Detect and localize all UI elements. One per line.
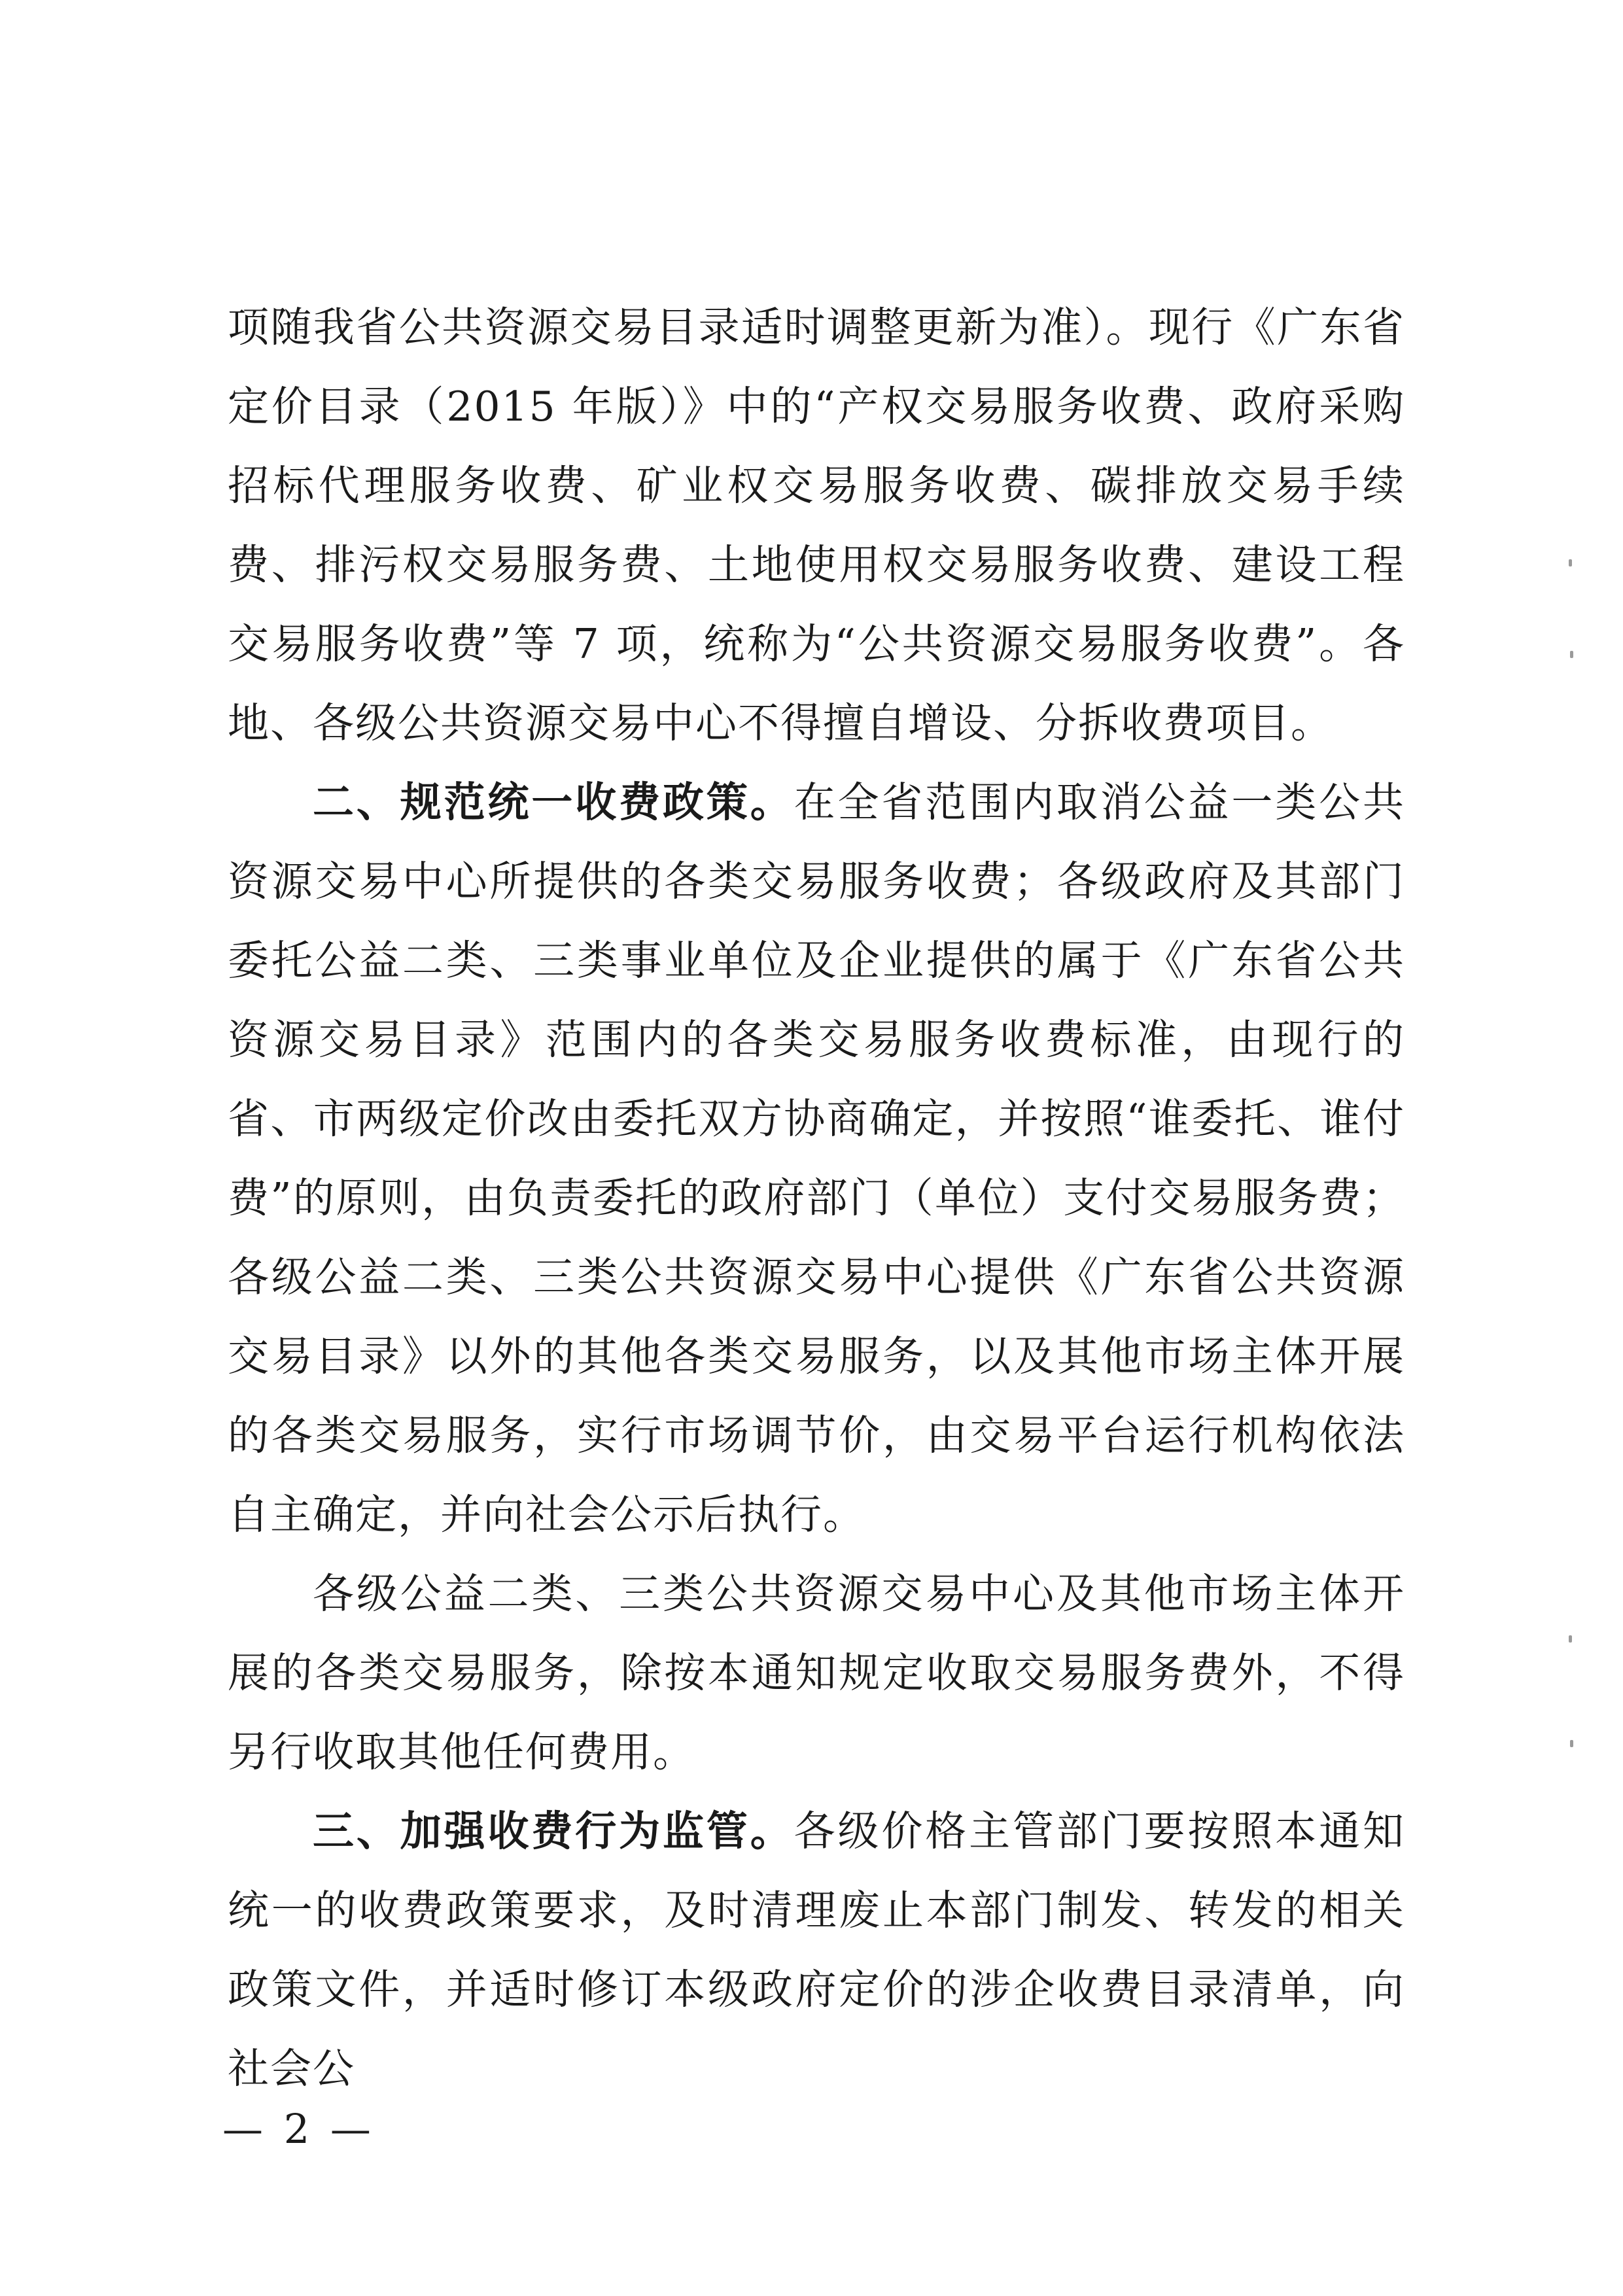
scan-speck [1569, 1635, 1572, 1643]
section-heading: 三、加强收费行为监管。 [313, 1807, 794, 1855]
paragraph-text: 项随我省公共资源交易目录适时调整更新为准）。现行《广东省定价目录（2015 年版）》中的“产权交易服务收费、政府采购招标代理服务收费、矿业权交易服务收费、碳排放交易手续费、排污权交易服务费、土地使用权交易服务收费、建设工程交易服务收费”等 7 项，统称为“公共资源交易服务收费”。各地、各级公共资源交易中心不得擅自增设、分拆收费项目。 [228, 304, 1405, 747]
scan-speck [1570, 651, 1573, 658]
scan-speck [1569, 559, 1572, 566]
paragraph-text: 各级价格主管部门要按照本通知统一的收费政策要求，及时清理废止本部门制发、转发的相关政策文件，并适时修订本级政府定价的涉企收费目录清单，向社会公 [228, 1807, 1405, 2093]
section-heading: 二、规范统一收费政策。 [313, 778, 794, 826]
scan-speck [1570, 1740, 1573, 1747]
page-number: — 2 — [222, 2105, 375, 2153]
paragraph-section-three [228, 1792, 1405, 2108]
paragraph-continuation [228, 288, 1405, 763]
paragraph-section-two [228, 763, 1405, 1554]
paragraph-text: 在全省范围内取消公益一类公共资源交易中心所提供的各类交易服务收费；各级政府及其部门委托公益二类、三类事业单位及企业提供的属于《广东省公共资源交易目录》范围内的各类交易服务收费标准，由现行的省、市两级定价改由委托双方协商确定，并按照“谁委托、谁付费”的原则，由负责委托的政府部门（单位）支付交易服务费；各级公益二类、三类公共资源交易中心提供《广东省公共资源交易目录》以外的其他各类交易服务，以及其他市场主体开展的各类交易服务，实行市场调节价，由交易平台运行机构依法自主确定，并向社会公示后执行。 [228, 778, 1405, 1539]
document-body [228, 288, 1405, 2108]
paragraph-text: 各级公益二类、三类公共资源交易中心及其他市场主体开展的各类交易服务，除按本通知规定收取交易服务费外，不得另行收取其他任何费用。 [228, 1570, 1405, 1776]
paragraph-fee-restriction [228, 1554, 1405, 1792]
